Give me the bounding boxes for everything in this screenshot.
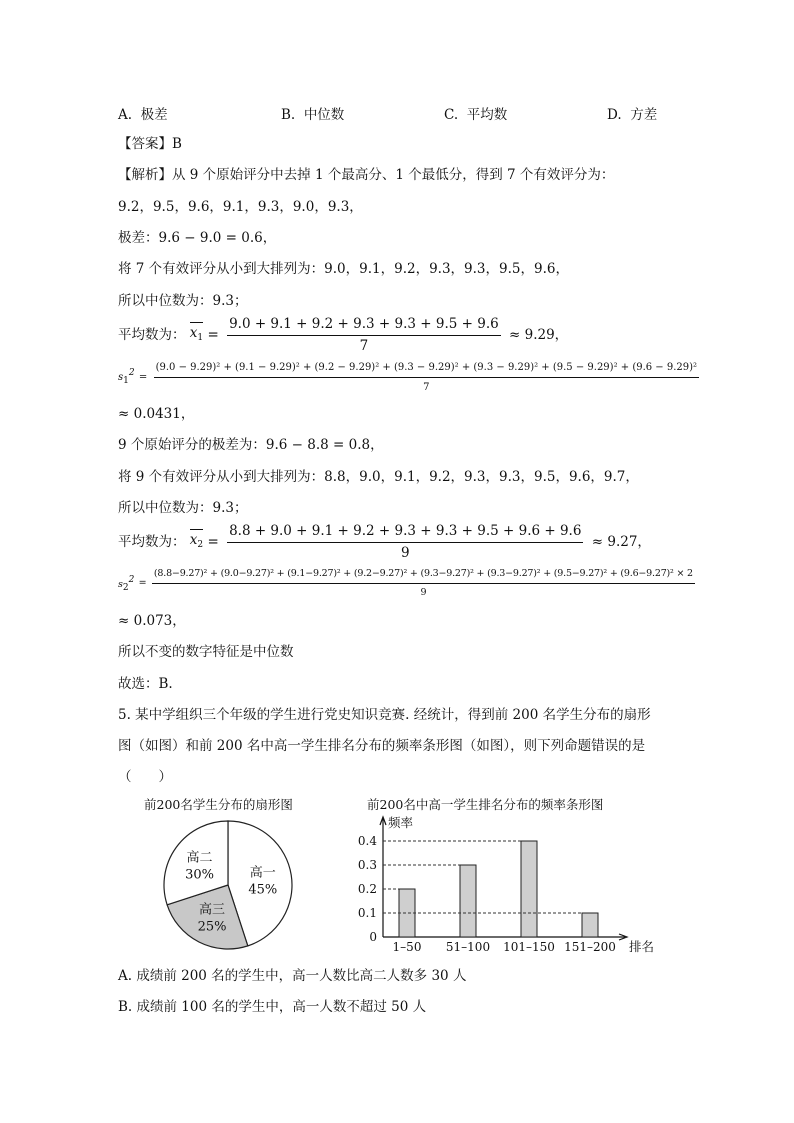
y-tick-label: 0.2 <box>357 882 377 896</box>
median-7: 所以中位数为：9.3； <box>118 293 248 309</box>
bar-chart-title: 前200名中高一学生排名分布的频率条形图 <box>367 797 604 812</box>
median-9: 所以中位数为：9.3； <box>118 500 248 516</box>
pie-chart-title: 前200名学生分布的扇形图 <box>144 797 293 812</box>
bar-chart <box>345 813 665 958</box>
question-5-option-b: B. 成绩前 100 名的学生中，高一人数不超过 50 人 <box>118 999 427 1015</box>
variance-7-result: ≈ 0.0431， <box>118 406 195 422</box>
mean-7-symbol: $x_1$ <box>190 325 203 347</box>
mean-9-formula: 平均数为： $x_2$ = $\frac{8.8 + 9.0 + 9.1 + 9.2 + 9.3 + 9.3 + 9.5 + 9.6 + 9.6}{9}$ ≈ 9.27， <box>118 523 651 561</box>
x-tick-label: 51–100 <box>445 940 491 954</box>
mean-7-fraction: $\frac{9.0 + 9.1 + 9.2 + 9.3 + 9.3 + 9.5 + 9.6}{7}$ <box>229 316 499 354</box>
option-b: B. 中位数 <box>281 107 345 123</box>
y-tick-label: 0.1 <box>357 906 377 920</box>
sorted-7: 将 7 个有效评分从小到大排列为：9.0，9.1，9.2，9.3，9.3，9.5，9.6， <box>118 261 569 277</box>
question-5-line-2: 图（如图）和前 200 名中高一学生排名分布的频率条形图（如图），则下列命题错误的是 <box>118 738 646 754</box>
x-tick-label: 151–200 <box>564 940 616 954</box>
question-5-line-3: （ ） <box>118 769 172 785</box>
variance-9-result: ≈ 0.073， <box>118 613 186 629</box>
pie-slice-label: 45% <box>248 882 278 898</box>
answer-line: 【答案】B <box>118 136 182 152</box>
x-tick-label: 101–150 <box>503 940 555 954</box>
pie-slice-label: 25% <box>197 919 227 935</box>
bar <box>582 913 598 937</box>
conclusion: 所以不变的数字特征是中位数 <box>118 644 294 660</box>
scores-7: 9.2，9.5，9.6，9.1，9.3，9.0，9.3， <box>118 199 363 215</box>
sorted-9: 将 9 个有效评分从小到大排列为：8.8，9.0，9.1，9.2，9.3，9.3，9.5，9.6，9.7， <box>118 469 639 485</box>
option-d: D. 方差 <box>607 107 658 123</box>
y-tick-label: 0 <box>369 930 377 944</box>
bar <box>460 865 476 937</box>
mean-9-symbol: $x_2$ <box>190 532 203 554</box>
variance-9-formula: s22 = (8.8−9.27)² + (9.0−9.27)² + (9.1−9.27)² + (9.2−9.27)² + (9.3−9.27)² + (9.3−9.27)² + (9.5−9.27)² + (9.6−9.27)² × 2 9 <box>118 568 693 598</box>
question-5-line-1: 5. 某中学组织三个年级的学生进行党史知识竞赛. 经统计，得到前 200 名学生分布的扇形 <box>118 707 651 723</box>
y-tick-label: 0.3 <box>357 858 377 872</box>
pie-chart <box>140 815 330 965</box>
mean-7-formula: 平均数为： $x_1$ = $\frac{9.0 + 9.1 + 9.2 + 9.3 + 9.3 + 9.5 + 9.6}{7}$ ≈ 9.29， <box>118 316 569 354</box>
x-axis-label: 排名 <box>629 939 655 954</box>
option-c: C. 平均数 <box>444 107 508 123</box>
pie-slice-name: 高二 <box>186 850 213 866</box>
pie-slice-name: 高三 <box>199 902 226 918</box>
x-tick-label: 1–50 <box>392 940 422 954</box>
range-9: 9 个原始评分的极差为：9.6 − 8.8 = 0.8， <box>118 437 384 453</box>
range-7: 极差：9.6 − 9.0 = 0.6， <box>118 230 277 246</box>
option-a: A. 极差 <box>118 107 168 123</box>
y-tick-label: 0.4 <box>357 834 377 848</box>
bar <box>521 841 537 937</box>
question-5-option-a: A. 成绩前 200 名的学生中，高一人数比高二人数多 30 人 <box>118 968 467 984</box>
variance-7-fraction: (9.0 − 9.29)² + (9.1 − 9.29)² + (9.2 − 9.29)² + (9.3 − 9.29)² + (9.3 − 9.29)² + (9.5 − 9.29)² + (9.6 − 9.29)² 7 <box>155 362 698 393</box>
analysis-intro: 【解析】从 9 个原始评分中去掉 1 个最高分、1 个最低分，得到 7 个有效评分为： <box>118 167 615 183</box>
mean-9-fraction: $\frac{8.8 + 9.0 + 9.1 + 9.2 + 9.3 + 9.3 + 9.5 + 9.6 + 9.6}{9}$ <box>229 523 582 561</box>
variance-7-formula: s12 = (9.0 − 9.29)² + (9.1 − 9.29)² + (9.2 − 9.29)² + (9.3 − 9.29)² + (9.3 − 9.29)² + (9.5 − 9.29)² + (9.6 − 9.29)² 7 <box>118 362 698 393</box>
pie-chart-figure <box>140 793 330 958</box>
bar <box>399 889 415 937</box>
variance-9-fraction: (8.8−9.27)² + (9.0−9.27)² + (9.1−9.27)² + (9.2−9.27)² + (9.3−9.27)² + (9.3−9.27)² + (9.5−9.27)² + (9.6−9.27)² × 2 9 <box>153 568 693 598</box>
pie-slice-label: 30% <box>185 867 214 883</box>
y-axis-label: 频率 <box>388 815 414 830</box>
bar-chart-figure <box>345 793 665 958</box>
variance-7-symbol: s12 <box>118 368 135 386</box>
pie-slice-name: 高一 <box>249 865 276 881</box>
variance-9-symbol: s22 <box>118 574 135 593</box>
choice: 故选：B. <box>118 676 173 692</box>
